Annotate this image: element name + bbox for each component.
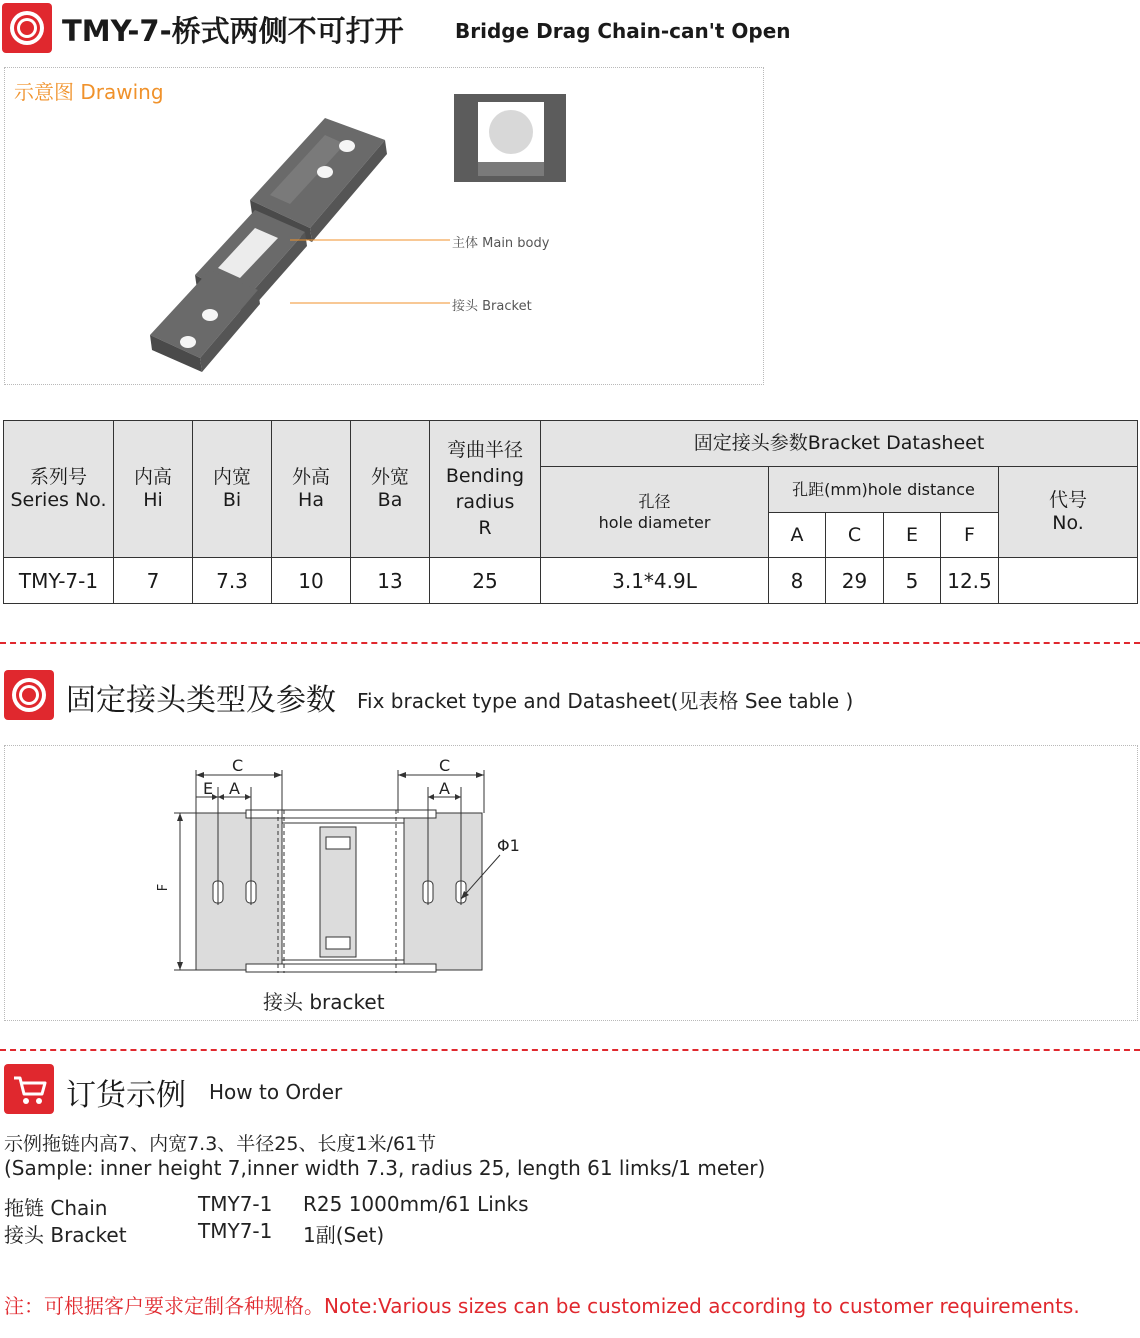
- th-ha: 外高 Ha: [272, 421, 351, 558]
- bracket-section-title: 固定接头类型及参数: [66, 683, 336, 718]
- order-section-subtitle: How to Order: [209, 1080, 343, 1104]
- section-icon: [4, 670, 54, 720]
- dim-a-right: A: [439, 779, 450, 798]
- td-e: 5: [884, 558, 941, 604]
- order-chain-spec: R25 1000mm/61 Links: [303, 1192, 529, 1216]
- order-chain-model: TMY7-1: [198, 1192, 273, 1216]
- logo-icon: [2, 3, 52, 53]
- dim-f: F: [156, 883, 172, 892]
- th-code: 代号 No.: [999, 467, 1138, 558]
- td-f: 12.5: [941, 558, 999, 604]
- callout-bracket: 接头 Bracket: [452, 299, 532, 314]
- callout-main-body: 主体 Main body: [452, 236, 550, 251]
- order-sample-en: (Sample: inner height 7,inner width 7.3, radius 25, length 61 limks/1 meter): [4, 1156, 766, 1180]
- td-ha: 10: [272, 558, 351, 604]
- th-series: 系列号 Series No.: [4, 421, 114, 558]
- td-hole-diameter: 3.1*4.9L: [541, 558, 769, 604]
- dim-phi: Φ1: [497, 836, 520, 855]
- section-divider: [0, 642, 1140, 644]
- footer-note: 注：可根据客户要求定制各种规格。Note:Various sizes can be customized according to customer requirements.: [4, 1294, 1080, 1318]
- dim-a-left: A: [229, 779, 240, 798]
- callout-lines: [290, 230, 460, 310]
- bracket-technical-drawing: [160, 755, 540, 985]
- th-hole-diameter: 孔径 hole diameter: [541, 467, 769, 558]
- dim-c-left: C: [232, 756, 244, 775]
- th-e: E: [884, 513, 941, 558]
- front-view-illustration: [450, 92, 570, 187]
- order-section-title: 订货示例: [66, 1078, 186, 1113]
- td-ba: 13: [351, 558, 430, 604]
- th-f: F: [941, 513, 999, 558]
- td-hi: 7: [114, 558, 193, 604]
- th-a: A: [769, 513, 826, 558]
- page-title: TMY-7-桥式两侧不可打开: [62, 14, 404, 48]
- section-divider: [0, 1049, 1140, 1051]
- th-hole-distance: 孔距(mm)hole distance: [769, 467, 999, 513]
- order-sample-cn: 示例拖链内高7、内宽7.3、半径25、长度1米/61节: [4, 1133, 437, 1155]
- td-radius: 25: [430, 558, 541, 604]
- td-a: 8: [769, 558, 826, 604]
- th-bracket-datasheet: 固定接头参数Bracket Datasheet: [541, 421, 1138, 467]
- spec-table: [3, 420, 1138, 604]
- td-bi: 7.3: [193, 558, 272, 604]
- td-c: 29: [826, 558, 884, 604]
- th-bi: 内宽 Bi: [193, 421, 272, 558]
- cart-icon: [4, 1064, 54, 1114]
- th-hi: 内高 Hi: [114, 421, 193, 558]
- dim-e-left: E: [203, 779, 214, 798]
- order-bracket-spec: 1副(Set): [303, 1223, 385, 1247]
- td-code: [999, 558, 1138, 604]
- dim-c-right: C: [439, 756, 451, 775]
- page-subtitle: Bridge Drag Chain-can't Open: [455, 19, 791, 43]
- order-bracket-model: TMY7-1: [198, 1219, 273, 1243]
- th-radius: 弯曲半径 Bending radius R: [430, 421, 541, 558]
- order-bracket-label: 接头 Bracket: [4, 1223, 127, 1247]
- order-chain-label: 拖链 Chain: [4, 1196, 108, 1220]
- bracket-caption: 接头 bracket: [263, 990, 385, 1014]
- bracket-section-subtitle: Fix bracket type and Datasheet(见表格 See table ): [357, 689, 854, 713]
- th-ba: 外宽 Ba: [351, 421, 430, 558]
- th-c: C: [826, 513, 884, 558]
- td-series: TMY-7-1: [4, 558, 114, 604]
- drawing-label: 示意图 Drawing: [14, 80, 164, 104]
